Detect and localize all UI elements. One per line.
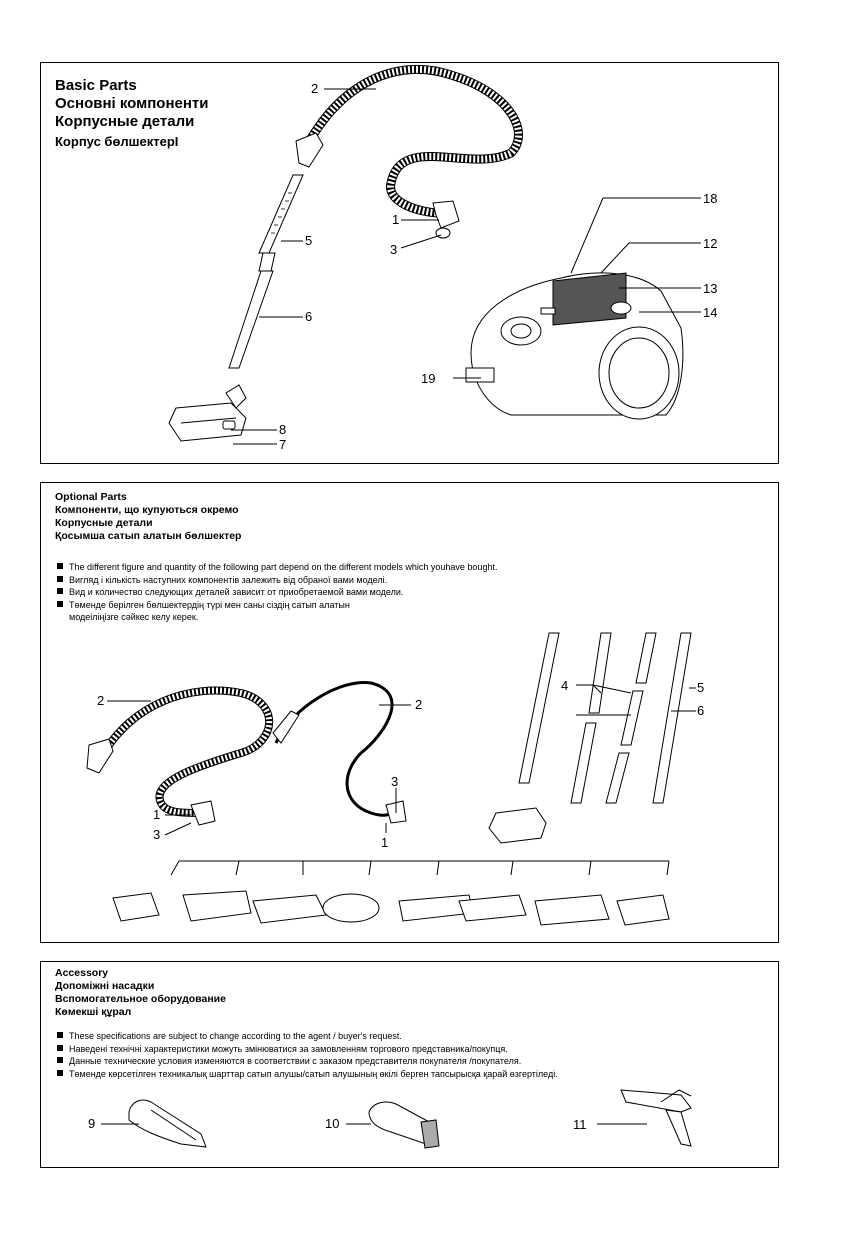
basic-title-uk: Основні компоненти	[55, 95, 209, 112]
upholstery-tool-illustration	[621, 1090, 691, 1146]
label-1: 1	[392, 212, 400, 227]
optional-note: Төменде берілген бөлшектердің түрі мен саны сіздің сатып алатын	[57, 599, 497, 612]
hose-a-illustration	[87, 691, 269, 825]
optional-title-kk: Қосымша сатып алатын бөлшектер	[55, 530, 242, 542]
dusting-brush-illustration	[369, 1102, 439, 1148]
label-2: 2	[415, 697, 423, 712]
accessory-note: Наведені технічні характеристики можуть змінюватися за замовленням торгового представника/покупця.	[57, 1043, 558, 1056]
vacuum-cleaner-body-illustration	[466, 273, 683, 419]
label-11: 11	[573, 1117, 587, 1132]
hose-illustration	[296, 69, 519, 238]
basic-parts-illustration	[41, 63, 780, 465]
optional-note: Вигляд і кількість наступних компонентів залежить від обраної вами моделі.	[57, 574, 497, 587]
nozzle-bracket	[171, 861, 669, 875]
floor-nozzle-illustration	[169, 385, 246, 441]
accessory-note: These specifications are subject to change according to the agent / buyer's request.	[57, 1030, 558, 1043]
optional-parts-illustration	[41, 483, 780, 944]
label-6: 6	[697, 703, 705, 718]
label-1: 1	[381, 835, 389, 850]
basic-title-en: Basic Parts	[55, 77, 137, 94]
label-3: 3	[391, 774, 399, 789]
basic-title-ru: Корпусные детали	[55, 113, 195, 130]
accessory-note: Төменде көрсетілген техникалық шарттар сатып алушы/сатып алушының өкілі берген тапсырысқа қарай өзгертіледі.	[57, 1068, 558, 1081]
hose-b-illustration	[273, 682, 406, 823]
label-3: 3	[153, 827, 161, 842]
label-2: 2	[97, 693, 105, 708]
label-3: 3	[390, 242, 398, 257]
basic-parts-panel	[40, 62, 779, 464]
accessory-title-uk: Допоміжні насадки	[55, 980, 155, 992]
optional-parts-panel	[40, 482, 779, 943]
optional-title-uk: Компоненти, що купуються окремо	[55, 504, 239, 516]
label-9: 9	[88, 1116, 96, 1131]
label-18: 18	[703, 191, 718, 206]
crevice-tool-illustration	[129, 1100, 206, 1147]
accessory-panel	[40, 961, 779, 1168]
accessory-title-en: Accessory	[55, 967, 109, 979]
optional-title-ru: Корпусные детали	[55, 517, 153, 529]
accessory-title-kk: Көмекші құрал	[55, 1006, 132, 1018]
label-12: 12	[703, 236, 718, 251]
label-10: 10	[325, 1116, 340, 1131]
basic-title-kk: Корпус бөлшектерІ	[55, 134, 179, 149]
label-6: 6	[305, 309, 313, 324]
label-4: 4	[561, 678, 569, 693]
label-8: 8	[279, 422, 287, 437]
label-7: 7	[279, 437, 287, 452]
nozzle-row-illustration	[113, 891, 669, 925]
accessory-title-ru: Вспомогательное оборудование	[55, 993, 226, 1005]
label-5: 5	[305, 233, 313, 248]
label-14: 14	[703, 305, 718, 320]
label-1: 1	[153, 807, 161, 822]
label-13: 13	[703, 281, 718, 296]
optional-title-en: Optional Parts	[55, 491, 127, 503]
optional-note: Вид и количество следующих деталей зависит от приобретаемой вами модели.	[57, 586, 497, 599]
tube-illustration	[229, 175, 303, 368]
optional-note-continued: модеіліңізге сәйкес келу керек.	[69, 612, 199, 622]
accessory-illustration	[41, 962, 780, 1169]
optional-note: The different figure and quantity of the following part depend on the different models which youhave bought.	[57, 561, 497, 574]
label-19: 19	[421, 371, 436, 386]
accessory-note: Данные технические условия изменяются в соответствии с заказом представителя покупателя /покупателя.	[57, 1055, 558, 1068]
label-2: 2	[311, 81, 319, 96]
tube-set-illustration	[489, 633, 691, 843]
label-5: 5	[697, 680, 705, 695]
